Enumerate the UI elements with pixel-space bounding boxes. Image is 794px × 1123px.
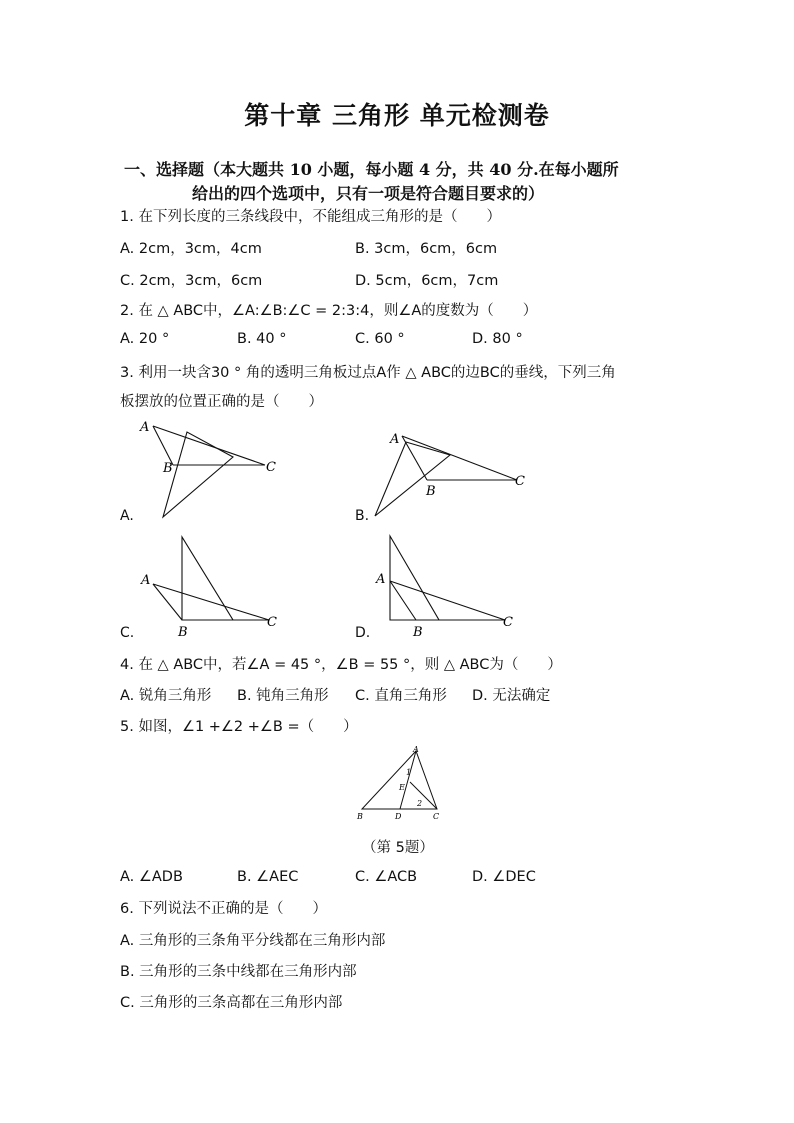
question-2-option-b: B. 40 ° — [237, 331, 287, 347]
question-2-stem: 2. 在 △ ABC中，∠A:∠B:∠C = 2:3:4，则∠A的度数为（ ） — [120, 303, 538, 319]
question-5-label-c: C — [433, 812, 440, 821]
question-3-figure-b-label-b: B — [426, 484, 436, 499]
question-2-option-a: A. 20 ° — [120, 331, 170, 347]
question-3-figure-d — [372, 530, 522, 640]
question-5-option-d: D. ∠DEC — [472, 869, 536, 885]
question-2-option-d: D. 80 ° — [472, 331, 523, 347]
question-5-option-b: B. ∠AEC — [237, 869, 299, 885]
question-4-option-d: D. 无法确定 — [472, 688, 551, 704]
question-3-figure-c-label-a: A — [141, 573, 151, 588]
question-3-figure-a-label-a: A — [140, 420, 150, 435]
page-title: 第十章 三角形 单元检测卷 — [244, 101, 550, 130]
question-6-option-a: A. 三角形的三条角平分线都在三角形内部 — [120, 933, 386, 949]
question-5-figure-caption: （第 5题） — [362, 840, 434, 856]
question-3-option-c-label: C. — [120, 625, 135, 641]
question-5-label-d: D — [395, 812, 402, 821]
question-5-option-c: C. ∠ACB — [355, 869, 418, 885]
question-1-option-c: C. 2cm，3cm，6cm — [120, 273, 263, 289]
question-6-stem: 6. 下列说法不正确的是（ ） — [120, 901, 327, 917]
question-3-stem-line1: 3. 利用一块含30 ° 角的透明三角板过点A作 △ ABC的边BC的垂线，下列三角 — [120, 365, 616, 381]
question-5-stem: 5. 如图，∠1 +∠2 +∠B =（ ） — [120, 719, 358, 735]
question-5-label-2: 2 — [417, 799, 423, 808]
question-1-option-b: B. 3cm，6cm，6cm — [355, 241, 498, 257]
question-3-figure-a — [135, 418, 285, 523]
question-3-figure-b-label-c: C — [515, 474, 525, 489]
question-4-option-b: B. 钝角三角形 — [237, 688, 329, 704]
section-header-line2: 给出的四个选项中，只有一项是符合题目要求的） — [192, 184, 545, 203]
question-3-figure-b — [370, 428, 535, 523]
question-5-label-a: A — [413, 745, 419, 754]
question-4-stem: 4. 在 △ ABC中，若∠A = 45 °，∠B = 55 °，则 △ ABC为（ ） — [120, 657, 562, 673]
question-3-stem-line2: 板摆放的位置正确的是（ ） — [120, 394, 323, 410]
question-3-figure-c-label-c: C — [267, 615, 277, 630]
question-5-label-b: B — [357, 812, 363, 821]
question-6-option-b: B. 三角形的三条中线都在三角形内部 — [120, 964, 357, 980]
question-3-figure-a-label-c: C — [266, 460, 276, 475]
question-5-option-a: A. ∠ADB — [120, 869, 183, 885]
question-3-option-d-label: D. — [355, 625, 371, 641]
question-6-option-c: C. 三角形的三条高都在三角形内部 — [120, 995, 343, 1011]
question-3-figure-d-label-b: B — [413, 625, 423, 640]
question-3-figure-b-label-a: A — [390, 432, 400, 447]
question-3-figure-d-label-c: C — [503, 615, 513, 630]
question-1-option-a: A. 2cm，3cm，4cm — [120, 241, 262, 257]
question-3-figure-c-label-b: B — [178, 625, 188, 640]
question-4-option-c: C. 直角三角形 — [355, 688, 447, 704]
question-5-figure — [355, 745, 445, 823]
section-header-line1: 一、选择题（本大题共 10 小题，每小题 4 分，共 40 分.在每小题所 — [124, 160, 619, 179]
question-3-figure-d-label-a: A — [376, 572, 386, 587]
question-1-stem: 1. 在下列长度的三条线段中，不能组成三角形的是（ ） — [120, 209, 501, 225]
question-5-label-1: 1 — [406, 768, 412, 777]
question-3-figure-c — [138, 530, 288, 640]
question-3-option-a-label: A. — [120, 508, 134, 524]
question-2-option-c: C. 60 ° — [355, 331, 405, 347]
question-4-option-a: A. 锐角三角形 — [120, 688, 212, 704]
question-3-option-b-label: B. — [355, 508, 370, 524]
question-1-option-d: D. 5cm，6cm，7cm — [355, 273, 499, 289]
question-3-figure-a-label-b: B — [163, 461, 173, 476]
question-5-label-e: E — [399, 783, 405, 792]
